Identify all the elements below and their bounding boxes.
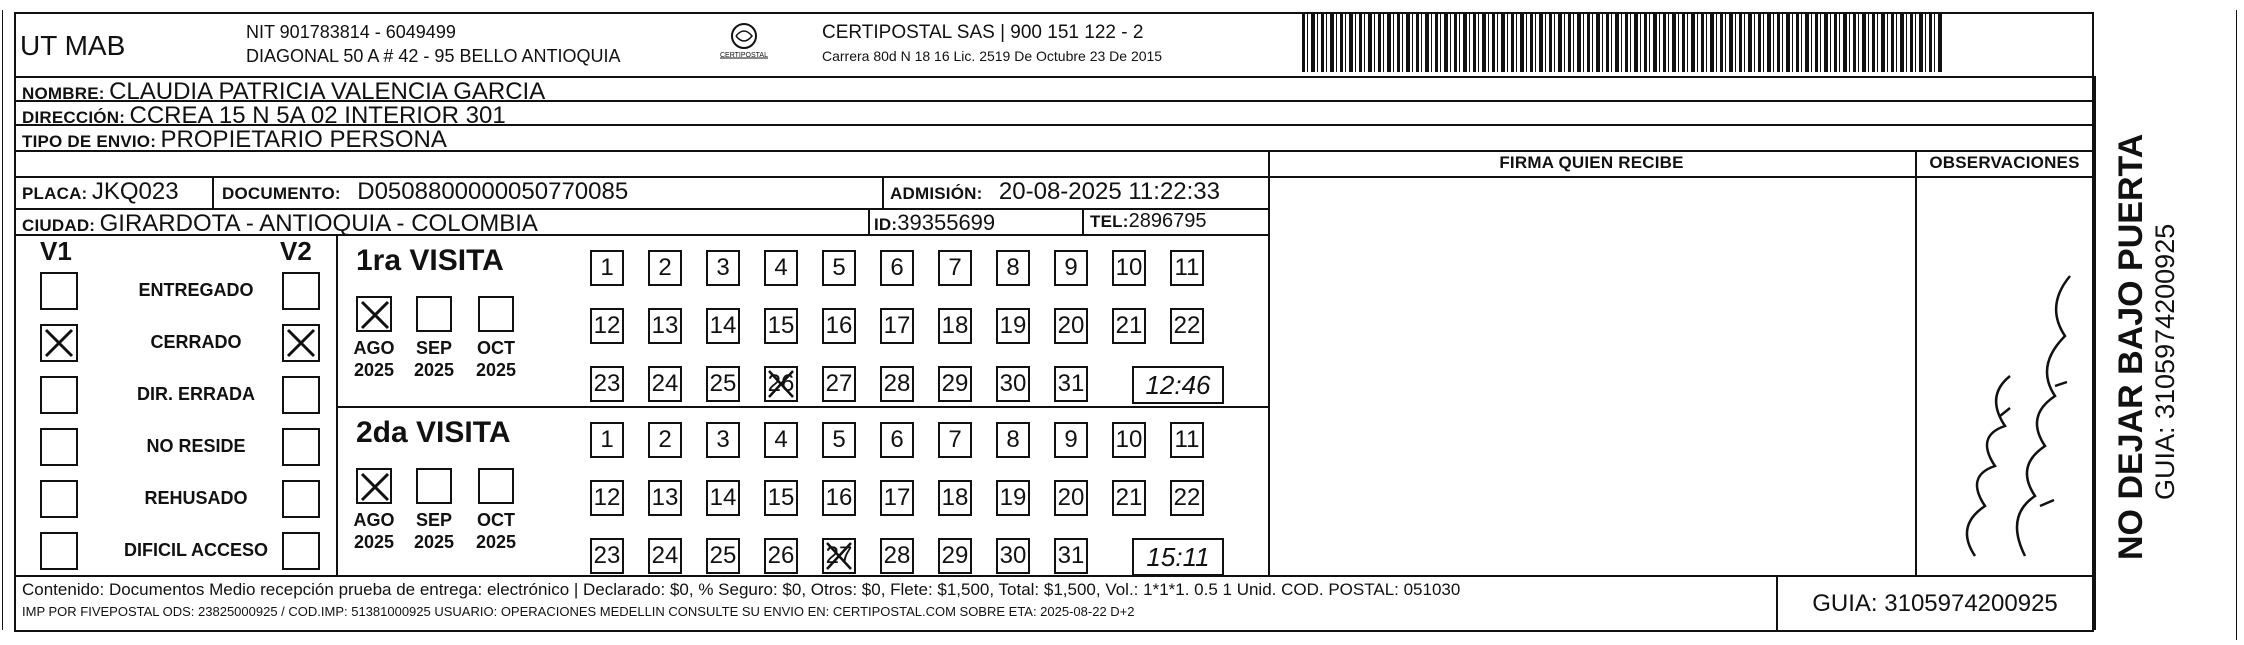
day-number: 19 — [999, 484, 1027, 511]
day-box[interactable] — [590, 538, 624, 574]
firma-header: FIRMA QUIEN RECIBE — [1499, 153, 1684, 172]
day-box[interactable] — [706, 422, 740, 458]
day-box[interactable] — [764, 308, 798, 344]
day-box[interactable] — [648, 250, 682, 286]
day-box[interactable] — [880, 480, 914, 516]
v1-label: V1 — [40, 236, 72, 266]
day-number: 6 — [890, 254, 904, 281]
imp-text: IMP POR FIVEPOSTAL ODS: 23825000925 / COD.IMP: 51381000925 USUARIO: OPERACIONES MEDELLIN CONSULTE SU ENVIO EN: CERTIPOSTAL.COM SOBRE ETA: 2025-08-22 D+2 — [22, 604, 1135, 619]
status-label: DIFICIL ACCESO — [123, 540, 268, 560]
tel-cell — [1090, 210, 1206, 233]
placa-cell — [22, 178, 179, 206]
day-number: 27 — [825, 370, 853, 397]
time-box: 15:11 — [1132, 538, 1224, 576]
day-number: 24 — [651, 542, 679, 569]
day-box[interactable] — [764, 480, 798, 516]
tel-label: TEL: — [1090, 212, 1129, 231]
carrier-address: Carrera 80d N 18 16 Lic. 2519 De Octubre 23 De 2015 — [822, 48, 1163, 64]
day-box[interactable] — [822, 250, 856, 286]
day-number: 5 — [832, 426, 846, 453]
day-number: 26 — [767, 370, 795, 397]
day-box[interactable] — [1054, 250, 1088, 286]
day-box[interactable] — [764, 538, 798, 574]
day-box[interactable] — [1054, 422, 1088, 458]
day-number: 20 — [1057, 312, 1085, 339]
day-box[interactable] — [1054, 308, 1088, 344]
logo-text: CERTIPOSTAL — [720, 52, 768, 59]
year-label: 2025 — [353, 532, 395, 552]
tipo-envio-value: PROPIETARIO PERSONA — [160, 126, 447, 153]
status-label: DIR. ERRADA — [136, 384, 255, 404]
month-label: AGO — [353, 510, 395, 530]
ciudad-label: CIUDAD: — [22, 216, 96, 235]
day-box[interactable] — [590, 308, 624, 344]
day-number: 24 — [651, 370, 679, 397]
day-box[interactable] — [996, 480, 1030, 516]
day-box[interactable] — [706, 480, 740, 516]
day-box[interactable] — [938, 422, 972, 458]
day-number: 8 — [1006, 426, 1020, 453]
day-number: 4 — [774, 426, 788, 453]
day-box[interactable] — [590, 366, 624, 402]
tel-value: 2896795 — [1128, 210, 1207, 232]
day-box[interactable] — [1112, 308, 1146, 344]
no-dejar-text: NO DEJAR BAJO PUERTA — [2112, 133, 2150, 560]
day-number: 7 — [948, 254, 962, 281]
x-mark-icon — [358, 298, 392, 332]
day-number: 29 — [941, 542, 969, 569]
left-edge-mark — [2, 10, 9, 630]
guia-box: GUIA: 3105974200925 — [1812, 590, 2058, 617]
month-label: SEP — [415, 510, 453, 530]
x-mark-icon — [42, 326, 76, 360]
month-checkbox[interactable] — [478, 468, 514, 504]
day-box[interactable] — [1170, 250, 1204, 286]
day-number: 11 — [1174, 254, 1200, 281]
year-label: 2025 — [413, 360, 455, 380]
day-box[interactable] — [1170, 480, 1204, 516]
id-value: 39355699 — [897, 210, 996, 235]
day-number: 14 — [709, 312, 737, 339]
month-label: AGO — [353, 338, 395, 358]
id-label: ID: — [874, 215, 898, 234]
day-number: 16 — [825, 484, 853, 511]
status-label: ENTREGADO — [138, 280, 254, 300]
status-label: REHUSADO — [144, 488, 248, 508]
v1-checkbox[interactable] — [40, 272, 78, 310]
day-box[interactable] — [996, 538, 1030, 574]
day-number: 31 — [1057, 542, 1085, 569]
day-box[interactable] — [590, 250, 624, 286]
day-number: 10 — [1115, 426, 1143, 453]
day-number: 31 — [1057, 370, 1085, 397]
v1-checkbox[interactable] — [40, 532, 78, 570]
documento-label: DOCUMENTO: — [222, 184, 341, 203]
v1-checkbox[interactable] — [40, 324, 78, 362]
day-number: 12 — [593, 312, 621, 339]
day-box[interactable] — [938, 366, 972, 402]
day-number: 30 — [999, 370, 1027, 397]
placa-label: PLACA: — [22, 184, 88, 203]
day-number: 23 — [593, 370, 621, 397]
day-box[interactable] — [764, 366, 798, 402]
day-box[interactable] — [590, 480, 624, 516]
day-number: 2 — [658, 426, 672, 453]
day-box[interactable] — [822, 422, 856, 458]
day-box[interactable] — [880, 250, 914, 286]
day-box[interactable] — [764, 422, 798, 458]
day-number: 3 — [716, 254, 730, 281]
day-number: 15 — [767, 312, 795, 339]
day-box[interactable] — [706, 366, 740, 402]
month-checkbox[interactable] — [356, 296, 392, 332]
visit-title: 2da VISITA — [356, 416, 511, 449]
day-box[interactable] — [1112, 250, 1146, 286]
day-box[interactable] — [648, 366, 682, 402]
day-box[interactable] — [938, 250, 972, 286]
month-checkbox[interactable] — [416, 468, 452, 504]
day-number: 20 — [1057, 484, 1085, 511]
year-label: 2025 — [475, 532, 517, 552]
nit-text: NIT 901783814 - 6049499 — [246, 22, 456, 42]
day-box[interactable] — [880, 538, 914, 574]
day-number: 28 — [883, 370, 911, 397]
day-box[interactable] — [880, 366, 914, 402]
day-box[interactable] — [706, 538, 740, 574]
month-checkbox[interactable] — [356, 468, 392, 504]
day-number: 14 — [709, 484, 737, 511]
id-cell — [874, 210, 995, 236]
day-number: 6 — [890, 426, 904, 453]
status-label: NO RESIDE — [146, 436, 246, 456]
day-box[interactable] — [1054, 366, 1088, 402]
month-label: OCT — [477, 510, 515, 530]
day-box[interactable] — [822, 308, 856, 344]
day-box[interactable] — [938, 480, 972, 516]
day-box[interactable] — [1170, 422, 1204, 458]
day-box[interactable] — [1170, 308, 1204, 344]
day-cross-icon — [824, 540, 854, 581]
day-box[interactable] — [648, 422, 682, 458]
carrier-name: CERTIPOSTAL SAS | 900 151 122 - 2 — [822, 22, 1144, 43]
contenido-text: Contenido: Documentos Medio recepción prueba de entrega: electrónico | Declarado: $0, % Seguro: $0, Otros: $0, Flete: $1,500, Total: $1,500, Vol.: 1*1*1. 0.5 1 Unid. COD. POSTAL: 051030 — [22, 580, 1461, 599]
day-number: 2 — [658, 254, 672, 281]
day-number: 25 — [709, 542, 737, 569]
day-number: 19 — [999, 312, 1027, 339]
day-box[interactable] — [1054, 538, 1088, 574]
visit-title: 1ra VISITA — [356, 244, 504, 277]
right-edge-mark — [2236, 10, 2238, 640]
v2-checkbox[interactable] — [282, 428, 320, 466]
direccion-label: DIRECCIÓN: — [22, 108, 126, 127]
v2-label: V2 — [280, 236, 312, 266]
admision-label: ADMISIÓN: — [890, 184, 983, 203]
status-label: CERRADO — [150, 332, 242, 352]
v1-checkbox[interactable] — [40, 480, 78, 518]
day-number: 4 — [774, 254, 788, 281]
day-box[interactable] — [996, 250, 1030, 286]
day-number: 8 — [1006, 254, 1020, 281]
month-checkbox[interactable] — [416, 296, 452, 332]
day-box[interactable] — [1112, 422, 1146, 458]
direccion-value: CCREA 15 N 5A 02 INTERIOR 301 — [129, 102, 506, 129]
v2-checkbox[interactable] — [282, 272, 320, 310]
day-box[interactable] — [822, 538, 856, 574]
day-number: 17 — [883, 484, 911, 511]
year-label: 2025 — [413, 532, 455, 552]
day-number: 17 — [883, 312, 911, 339]
month-checkbox[interactable] — [478, 296, 514, 332]
day-number: 12 — [593, 484, 621, 511]
day-number: 11 — [1174, 426, 1200, 453]
day-number: 23 — [593, 542, 621, 569]
ciudad-value: GIRARDOTA - ANTIOQUIA - COLOMBIA — [99, 210, 538, 237]
day-box[interactable] — [880, 308, 914, 344]
day-number: 3 — [716, 426, 730, 453]
day-number: 13 — [651, 484, 679, 511]
company-name: UT MAB — [20, 30, 126, 61]
month-label: OCT — [477, 338, 515, 358]
nombre-label: NOMBRE: — [22, 84, 105, 103]
day-number: 28 — [883, 542, 911, 569]
admision-cell — [890, 178, 1220, 206]
day-number: 1 — [600, 254, 614, 281]
day-box[interactable] — [764, 250, 798, 286]
day-box[interactable] — [706, 308, 740, 344]
observaciones-handwritten — [1915, 176, 2094, 575]
day-number: 5 — [832, 254, 846, 281]
day-number: 21 — [1115, 484, 1143, 511]
day-box[interactable] — [648, 480, 682, 516]
day-number: 7 — [948, 426, 962, 453]
v2-checkbox[interactable] — [282, 324, 320, 362]
documento-value: D0508800000050770085 — [357, 178, 629, 205]
day-number: 30 — [999, 542, 1027, 569]
v2-checkbox[interactable] — [282, 532, 320, 570]
day-box[interactable] — [1054, 480, 1088, 516]
day-number: 18 — [941, 312, 969, 339]
day-box[interactable] — [996, 366, 1030, 402]
nombre-value: CLAUDIA PATRICIA VALENCIA GARCIA — [109, 78, 546, 105]
observaciones-header: OBSERVACIONES — [1929, 153, 2080, 172]
day-number: 22 — [1173, 484, 1201, 511]
day-box[interactable] — [880, 422, 914, 458]
admision-value: 20-08-2025 11:22:33 — [998, 178, 1220, 205]
tipo-envio-label: TIPO DE ENVIO: — [22, 132, 157, 151]
day-number: 9 — [1064, 254, 1078, 281]
day-number: 22 — [1173, 312, 1201, 339]
day-box[interactable] — [590, 422, 624, 458]
documento-cell — [222, 178, 628, 206]
day-number: 16 — [825, 312, 853, 339]
day-box[interactable] — [648, 308, 682, 344]
day-box[interactable] — [996, 422, 1030, 458]
v2-checkbox[interactable] — [282, 376, 320, 414]
day-number: 1 — [600, 426, 614, 453]
tipo-envio-row — [22, 126, 447, 154]
v2-checkbox[interactable] — [282, 480, 320, 518]
placa-value: JKQ023 — [91, 178, 179, 205]
day-number: 21 — [1115, 312, 1143, 339]
day-cross-icon — [766, 368, 796, 409]
day-box[interactable] — [938, 538, 972, 574]
day-number: 25 — [709, 370, 737, 397]
v1-checkbox[interactable] — [40, 376, 78, 414]
ciudad-cell — [22, 210, 538, 238]
sender-address: DIAGONAL 50 A # 42 - 95 BELLO ANTIOQUIA — [246, 46, 621, 66]
day-number: 26 — [767, 542, 795, 569]
side-guia-text: GUIA: 3105974200925 — [2150, 223, 2180, 500]
month-label: SEP — [415, 338, 453, 358]
day-number: 13 — [651, 312, 679, 339]
day-number: 29 — [941, 370, 969, 397]
x-mark-icon — [358, 470, 392, 504]
time-box: 12:46 — [1132, 366, 1224, 404]
day-number: 18 — [941, 484, 969, 511]
day-box[interactable] — [706, 250, 740, 286]
year-label: 2025 — [353, 360, 395, 380]
day-number: 10 — [1115, 254, 1143, 281]
x-mark-icon — [284, 326, 318, 360]
day-number: 9 — [1064, 426, 1078, 453]
day-box[interactable] — [996, 308, 1030, 344]
v1-checkbox[interactable] — [40, 428, 78, 466]
year-label: 2025 — [475, 360, 517, 380]
handwriting-svg — [1915, 176, 2094, 575]
day-number: 27 — [825, 542, 853, 569]
day-box[interactable] — [1112, 480, 1146, 516]
day-number: 15 — [767, 484, 795, 511]
day-box[interactable] — [822, 480, 856, 516]
day-box[interactable] — [822, 366, 856, 402]
day-box[interactable] — [648, 538, 682, 574]
day-box[interactable] — [938, 308, 972, 344]
